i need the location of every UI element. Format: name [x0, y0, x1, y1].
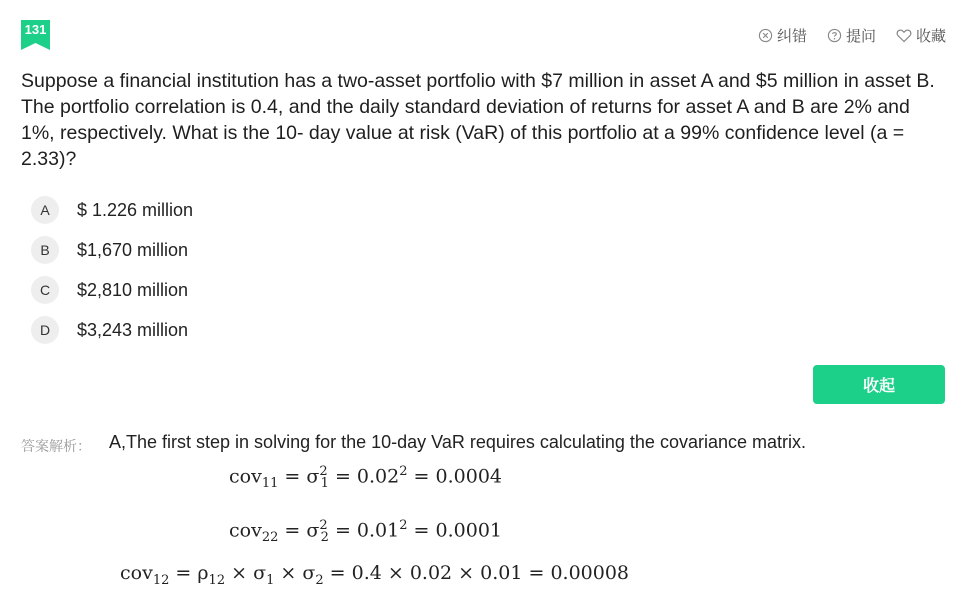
option-letter: B [31, 236, 59, 264]
formula-term: 0.02 [356, 465, 400, 488]
formula-sub: 1 [266, 572, 275, 588]
analysis-text: A,The first step in solving for the 10-day VaR requires calculating the covariance matrix. [109, 432, 806, 452]
question-circle-icon [827, 28, 842, 43]
favorite-button[interactable] [896, 25, 946, 46]
report-error-button[interactable] [758, 25, 807, 46]
question-number-badge [21, 20, 50, 50]
option-letter: D [31, 316, 59, 344]
formula-sub: 1 [320, 476, 329, 492]
formula-sup: 2 [399, 464, 408, 479]
analysis-label: 答案解析： [21, 438, 91, 454]
formula-expression: 0.4 × 0.02 × 0.01 [351, 562, 523, 584]
formula-sub: 22 [261, 530, 279, 546]
formula-cov22: $cov_{22} = \sigma^2_2 = 0.01^2 = 0.0001$ [229, 518, 502, 546]
option-letter: A [31, 196, 59, 224]
formula-sub: 2 [320, 530, 329, 546]
collapse-button[interactable]: 收起 [813, 365, 945, 404]
formula-term: cov [229, 465, 262, 488]
formula-cov12: $cov_{12} = \rho_{12} \times \sigma_1 \times \sigma_2 = 0.4 \times 0.02 \times 0.01 = 0.00008$ [120, 562, 630, 588]
option-text: $1,670 million [77, 239, 189, 260]
option-text: $ 1.226 million [77, 199, 194, 220]
heart-icon [896, 28, 912, 43]
formula-term: σ [306, 519, 320, 542]
formula-sup: 2 [319, 464, 328, 479]
report-error-label: 纠错 [776, 28, 807, 45]
question-number: 131 [24, 22, 47, 37]
formula-term: cov [120, 562, 153, 584]
option-text: $3,243 million [77, 319, 189, 340]
option-a[interactable] [31, 190, 193, 230]
formula-term: σ [306, 465, 320, 488]
formula-cov11: $cov_{11} = \sigma^2_1 = 0.02^2 = 0.0004$ [229, 464, 502, 492]
formula-result: 0.0001 [435, 519, 502, 542]
ask-question-button[interactable] [827, 25, 876, 46]
formula-sup: 2 [399, 518, 408, 533]
question-actions [758, 25, 946, 46]
answer-options [31, 190, 193, 350]
formula-term: σ [302, 562, 316, 584]
formula-term: 0.01 [356, 519, 400, 542]
option-c[interactable] [31, 270, 193, 310]
favorite-label: 收藏 [915, 28, 946, 45]
formula-result: 0.00008 [550, 562, 630, 584]
option-d[interactable] [31, 310, 193, 350]
formula-result: 0.0004 [435, 465, 502, 488]
question-text: Suppose a financial institution has a two-asset portfolio with $7 million in asset A and $5 million in asset B. The portfolio correlation is 0.4, and the daily standard deviation of returns for asset A and B are 2% and 1%, respectively. What is the 10- day value at risk (VaR) of this portfolio at a 99% confidence level (a = 2.33)? [21, 70, 935, 170]
formula-sup: 2 [319, 518, 328, 533]
formula-term: cov [229, 519, 262, 542]
ask-question-label: 提问 [845, 28, 876, 45]
formula-term: σ [253, 562, 267, 584]
formula-sub: 2 [315, 572, 324, 588]
option-letter: C [31, 276, 59, 304]
formula-sub: 12 [152, 572, 170, 588]
close-circle-icon [758, 28, 773, 43]
formula-sub: 11 [261, 476, 279, 492]
option-text: $2,810 million [77, 279, 189, 300]
option-b[interactable] [31, 230, 193, 270]
formula-sub: 12 [208, 572, 226, 588]
formula-term: ρ [197, 562, 209, 584]
